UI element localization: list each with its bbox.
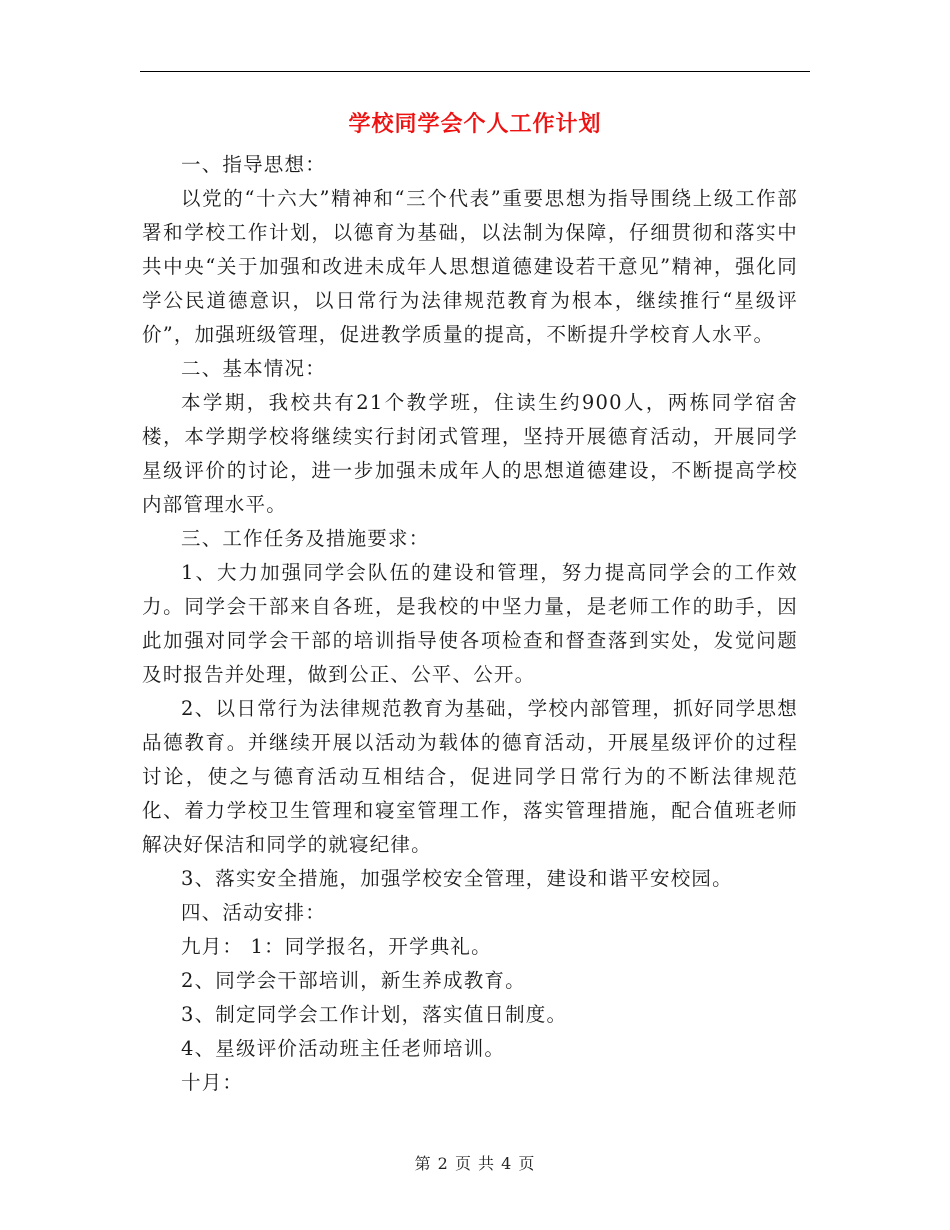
document-body xyxy=(142,148,798,1100)
list-item: 4、星级评价活动班主任老师培训。 xyxy=(181,1037,506,1060)
paragraph: 1、大力加强同学会队伍的建设和管理，努力提高同学会的工作效力。同学会干部来自各班，是我校的中坚力量，是老师工作的助手，因此加强对同学会干部的培训指导使各项检查和督查落到实处，发觉问题及时报告并处理，做到公正、公平、公开。 xyxy=(142,561,798,686)
paragraph: 以党的“十六大”精神和“三个代表”重要思想为指导围绕上级工作部署和学校工作计划，以德育为基础，以法制为保障，仔细贯彻和落实中共中央“关于加强和改进未成年人思想道德建设若干意见”精神，强化同学公民道德意识，以日常行为法律规范教育为根本，继续推行“星级评价”，加强班级管理，促进教学质量的提高，不断提升学校育人水平。 xyxy=(142,187,798,346)
page-number: 第 2 页 共 4 页 xyxy=(414,1154,536,1173)
paragraph: 本学期，我校共有21个教学班，住读生约900人，两栋同学宿舍楼，本学期学校将继续实行封闭式管理，坚持开展德育活动，开展同学星级评价的讨论，进一步加强未成年人的思想道德建设，不断提高学校内部管理水平。 xyxy=(142,391,798,516)
section-heading-guiding-ideology: 一、指导思想： xyxy=(181,153,326,176)
paragraph: 2、以日常行为法律规范教育为基础，学校内部管理，抓好同学思想品德教育。并继续开展以活动为载体的德育活动，开展星级评价的过程讨论，使之与德育活动互相结合，促进同学日常行为的不断法律规范化、着力学校卫生管理和寝室管理工作，落实管理措施，配合值班老师解决好保洁和同学的就寝纪律。 xyxy=(142,697,798,856)
section-heading-tasks: 三、工作任务及措施要求： xyxy=(181,527,430,550)
list-item: 3、制定同学会工作计划，落实值日制度。 xyxy=(181,1003,568,1026)
section-heading-basic-situation: 二、基本情况： xyxy=(181,357,326,380)
header-rule xyxy=(140,71,810,72)
paragraph: 3、落实安全措施，加强学校安全管理，建设和谐平安校园。 xyxy=(181,867,733,890)
section-heading-activities: 四、活动安排： xyxy=(181,901,326,924)
list-item: 九月： 1：同学报名，开学典礼。 xyxy=(181,935,492,958)
document-title: 学校同学会个人工作计划 xyxy=(348,112,602,137)
list-item: 十月： xyxy=(181,1071,244,1094)
list-item: 2、同学会干部培训，新生养成教育。 xyxy=(181,969,526,992)
